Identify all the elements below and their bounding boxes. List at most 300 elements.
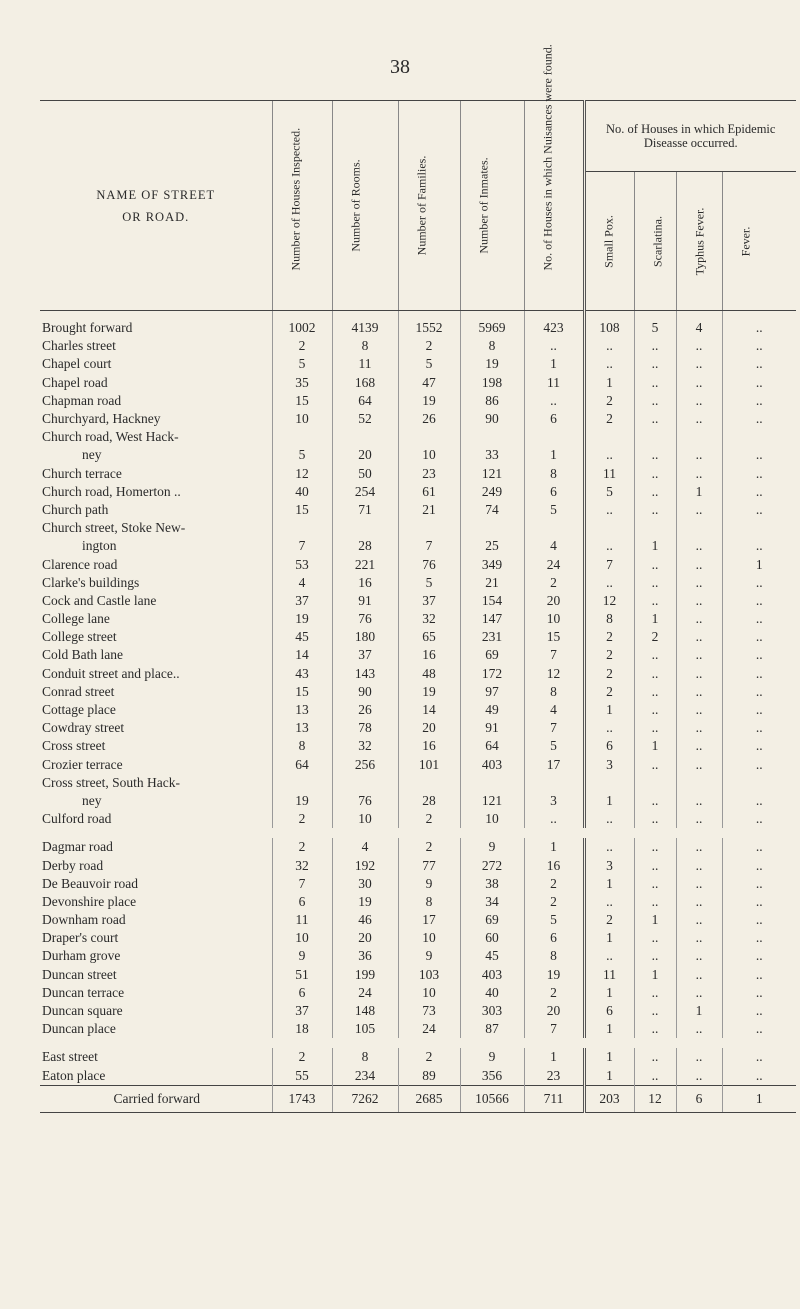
value-cell: 2 [272, 337, 332, 355]
value-cell: 53 [272, 555, 332, 573]
value-cell: 91 [332, 592, 398, 610]
value-cell: .. [634, 483, 676, 501]
value-cell: 20 [524, 1002, 584, 1020]
value-cell: .. [524, 337, 584, 355]
value-cell: .. [676, 1048, 722, 1066]
value-cell: 13 [272, 719, 332, 737]
value-cell: 4 [676, 311, 722, 338]
value-cell: .. [676, 810, 722, 828]
value-cell: 12 [634, 1085, 676, 1112]
table-row [40, 555, 796, 573]
value-cell: 2 [398, 1048, 460, 1066]
value-cell: 2 [524, 875, 584, 893]
table-row [40, 774, 796, 792]
value-cell: 10566 [460, 1085, 524, 1112]
value-cell: 30 [332, 875, 398, 893]
street-name: ney [82, 447, 102, 463]
street-name: Church road, West Hack- [42, 429, 179, 445]
table-row [40, 355, 796, 373]
value-cell: 40 [460, 984, 524, 1002]
value-cell: 17 [398, 911, 460, 929]
value-cell: .. [634, 810, 676, 828]
streets-table [40, 44, 796, 1113]
street-name: Clarence road [42, 556, 118, 572]
value-cell: .. [722, 911, 796, 929]
value-cell: 60 [460, 929, 524, 947]
table-row [40, 856, 796, 874]
value-cell: 21 [398, 501, 460, 519]
value-cell: 76 [332, 610, 398, 628]
value-cell: 21 [460, 574, 524, 592]
value-cell: 5 [634, 311, 676, 338]
street-name: Carried forward [40, 1085, 272, 1112]
table-row [40, 410, 796, 428]
value-cell: .. [676, 929, 722, 947]
value-cell: .. [584, 355, 634, 373]
value-cell: .. [524, 392, 584, 410]
value-cell: .. [722, 984, 796, 1002]
value-cell: 4139 [332, 311, 398, 338]
value-cell [584, 774, 634, 792]
value-cell: 6 [524, 929, 584, 947]
street-name: Chapel road [42, 374, 108, 390]
value-cell: 64 [332, 392, 398, 410]
value-cell: 19 [332, 893, 398, 911]
value-cell: 18 [272, 1020, 332, 1038]
value-cell: 51 [272, 966, 332, 984]
value-cell: 24 [332, 984, 398, 1002]
value-cell: .. [676, 875, 722, 893]
value-cell: .. [634, 446, 676, 464]
value-cell: 1 [524, 838, 584, 856]
value-cell [584, 519, 634, 537]
value-cell: .. [676, 737, 722, 755]
value-cell: .. [634, 592, 676, 610]
value-cell: 1 [722, 555, 796, 573]
value-cell: .. [676, 374, 722, 392]
value-cell: 8 [460, 337, 524, 355]
value-cell: 10 [524, 610, 584, 628]
value-cell [332, 428, 398, 446]
value-cell: 19 [460, 355, 524, 373]
col-header-scarlatina: Scarlatina. [634, 172, 676, 311]
table-row [40, 1048, 796, 1066]
table-row [40, 683, 796, 701]
value-cell: .. [722, 1048, 796, 1066]
value-cell: 7 [524, 1020, 584, 1038]
table-row [40, 810, 796, 828]
table-row [40, 537, 796, 555]
value-cell: 5 [398, 574, 460, 592]
value-cell: 8 [524, 465, 584, 483]
value-cell: 2 [524, 574, 584, 592]
value-cell: 24 [398, 1020, 460, 1038]
street-name: Cross street [42, 738, 106, 754]
value-cell: 40 [272, 483, 332, 501]
value-cell: .. [634, 947, 676, 965]
value-cell: .. [676, 392, 722, 410]
value-cell: 8 [272, 737, 332, 755]
table-row [40, 628, 796, 646]
value-cell: 8 [524, 947, 584, 965]
value-cell: 8 [398, 893, 460, 911]
value-cell: .. [634, 355, 676, 373]
value-cell: .. [722, 756, 796, 774]
value-cell: .. [634, 984, 676, 1002]
value-cell: 89 [398, 1067, 460, 1086]
value-cell: 2 [584, 911, 634, 929]
value-cell: 2 [524, 984, 584, 1002]
street-name: Clarke's buildings [42, 574, 140, 590]
value-cell [584, 428, 634, 446]
value-cell: .. [634, 646, 676, 664]
value-cell: 4 [332, 838, 398, 856]
value-cell: 1 [634, 911, 676, 929]
col-header-rooms: Number of Rooms. [332, 101, 398, 311]
value-cell [524, 428, 584, 446]
value-cell: .. [676, 1020, 722, 1038]
value-cell: 3 [584, 756, 634, 774]
value-cell: 10 [332, 810, 398, 828]
value-cell: .. [584, 719, 634, 737]
value-cell: .. [584, 838, 634, 856]
street-name: Downham road [42, 912, 126, 928]
value-cell: .. [722, 465, 796, 483]
value-cell: 78 [332, 719, 398, 737]
value-cell [524, 774, 584, 792]
value-cell: .. [634, 392, 676, 410]
table-row [40, 665, 796, 683]
value-cell: 1 [634, 966, 676, 984]
value-cell: .. [676, 966, 722, 984]
epidemic-group-header: No. of Houses in which Epidemic Diseasse occurred. [584, 101, 796, 172]
value-cell: 90 [332, 683, 398, 701]
value-cell: 45 [272, 628, 332, 646]
value-cell: 7 [524, 646, 584, 664]
value-cell: 7 [398, 537, 460, 555]
table-row [40, 465, 796, 483]
street-name: Conduit street and place.. [42, 665, 180, 681]
value-cell: .. [676, 646, 722, 664]
value-cell: 1743 [272, 1085, 332, 1112]
value-cell: .. [722, 410, 796, 428]
value-cell: .. [722, 501, 796, 519]
value-cell: .. [676, 893, 722, 911]
street-name: College street [42, 629, 117, 645]
value-cell: 76 [332, 792, 398, 810]
table-row [40, 984, 796, 1002]
table-row [40, 392, 796, 410]
value-cell: .. [676, 465, 722, 483]
value-cell: .. [676, 665, 722, 683]
street-name: Cottage place [42, 702, 116, 718]
table-row [40, 947, 796, 965]
value-cell: .. [722, 929, 796, 947]
value-cell: .. [676, 756, 722, 774]
value-cell: 91 [460, 719, 524, 737]
value-cell: 37 [332, 646, 398, 664]
value-cell: 19 [272, 610, 332, 628]
value-cell: 45 [460, 947, 524, 965]
table-row [40, 519, 796, 537]
value-cell: 4 [272, 574, 332, 592]
value-cell: 1 [584, 984, 634, 1002]
table-row [40, 610, 796, 628]
value-cell [460, 428, 524, 446]
street-name: Devonshire place [42, 893, 137, 909]
col-header-fever: Fever. [722, 172, 796, 311]
street-name: Church street, Stoke New- [42, 520, 186, 536]
value-cell: 25 [460, 537, 524, 555]
value-cell: 105 [332, 1020, 398, 1038]
table-row [40, 374, 796, 392]
value-cell: 349 [460, 555, 524, 573]
value-cell [722, 519, 796, 537]
value-cell: .. [676, 1067, 722, 1086]
value-cell: .. [634, 1020, 676, 1038]
value-cell: 256 [332, 756, 398, 774]
street-name: College lane [42, 611, 110, 627]
value-cell: .. [634, 501, 676, 519]
value-cell: 12 [524, 665, 584, 683]
value-cell: .. [676, 501, 722, 519]
value-cell: 48 [398, 665, 460, 683]
value-cell: .. [634, 574, 676, 592]
value-cell: 121 [460, 792, 524, 810]
value-cell: 52 [332, 410, 398, 428]
value-cell: 6 [584, 737, 634, 755]
value-cell: .. [634, 838, 676, 856]
street-name: Cross street, South Hack- [42, 774, 180, 790]
value-cell: 20 [524, 592, 584, 610]
value-cell: 23 [398, 465, 460, 483]
value-cell: 11 [272, 911, 332, 929]
spacer-row [40, 828, 796, 838]
value-cell: 15 [524, 628, 584, 646]
value-cell: 16 [398, 646, 460, 664]
value-cell: .. [634, 929, 676, 947]
value-cell: 2 [584, 392, 634, 410]
value-cell [398, 428, 460, 446]
street-name: Churchyard, Hackney [42, 411, 161, 427]
value-cell: 5 [524, 737, 584, 755]
value-cell: 1 [634, 537, 676, 555]
value-cell: 15 [272, 683, 332, 701]
value-cell: .. [722, 592, 796, 610]
value-cell: 64 [460, 737, 524, 755]
col-header-houses: Number of Houses Inspected. [272, 101, 332, 311]
value-cell: 2 [272, 810, 332, 828]
value-cell: 9 [272, 947, 332, 965]
value-cell: .. [524, 810, 584, 828]
value-cell: 2 [634, 628, 676, 646]
value-cell [398, 774, 460, 792]
value-cell [722, 774, 796, 792]
value-cell: 35 [272, 374, 332, 392]
value-cell: .. [722, 966, 796, 984]
value-cell: .. [722, 719, 796, 737]
spacer-row [40, 1038, 796, 1048]
value-cell: .. [634, 701, 676, 719]
table-row [40, 446, 796, 464]
value-cell: .. [676, 574, 722, 592]
value-cell: 2 [272, 838, 332, 856]
value-cell: 55 [272, 1067, 332, 1086]
value-cell: 1 [676, 483, 722, 501]
value-cell: 47 [398, 374, 460, 392]
value-cell: .. [584, 810, 634, 828]
value-cell: 49 [460, 701, 524, 719]
value-cell: .. [676, 555, 722, 573]
value-cell: 20 [332, 446, 398, 464]
value-cell: 19 [524, 966, 584, 984]
value-cell: .. [634, 756, 676, 774]
street-name: ington [82, 538, 117, 554]
table-row [40, 838, 796, 856]
col-header-nuisances: No. of Houses in which Nuisances were found. [524, 101, 584, 311]
value-cell: 2 [584, 665, 634, 683]
street-name: Eaton place [42, 1067, 106, 1083]
value-cell: 121 [460, 465, 524, 483]
value-cell: .. [722, 1067, 796, 1086]
value-cell: .. [676, 947, 722, 965]
value-cell: 19 [398, 392, 460, 410]
value-cell: 2 [398, 337, 460, 355]
value-cell: 2 [398, 838, 460, 856]
value-cell: 12 [584, 592, 634, 610]
value-cell: 16 [332, 574, 398, 592]
table-row [40, 428, 796, 446]
value-cell: 101 [398, 756, 460, 774]
value-cell: .. [676, 410, 722, 428]
value-cell: 6 [524, 483, 584, 501]
value-cell: .. [676, 701, 722, 719]
value-cell: 20 [332, 929, 398, 947]
value-cell [332, 519, 398, 537]
value-cell: 1 [584, 792, 634, 810]
value-cell: 1 [584, 374, 634, 392]
table-row [40, 337, 796, 355]
value-cell [634, 519, 676, 537]
street-name: Duncan square [42, 1003, 123, 1019]
value-cell: 2 [272, 1048, 332, 1066]
street-name: Duncan street [42, 966, 117, 982]
value-cell: 32 [398, 610, 460, 628]
value-cell: 2 [584, 683, 634, 701]
value-cell: .. [676, 628, 722, 646]
value-cell: .. [634, 374, 676, 392]
value-cell: .. [634, 856, 676, 874]
value-cell: .. [722, 792, 796, 810]
street-name: Chapman road [42, 392, 122, 408]
value-cell: 1002 [272, 311, 332, 338]
value-cell: 7 [584, 555, 634, 573]
value-cell: .. [584, 893, 634, 911]
value-cell: 16 [398, 737, 460, 755]
value-cell: .. [722, 665, 796, 683]
value-cell: 254 [332, 483, 398, 501]
table-row [40, 574, 796, 592]
value-cell: 71 [332, 501, 398, 519]
value-cell: .. [634, 719, 676, 737]
value-cell: 5 [524, 911, 584, 929]
street-name: Church path [42, 501, 109, 517]
value-cell: 17 [524, 756, 584, 774]
value-cell: .. [584, 501, 634, 519]
value-cell: 5969 [460, 311, 524, 338]
value-cell: 13 [272, 701, 332, 719]
value-cell: .. [676, 911, 722, 929]
value-cell: 154 [460, 592, 524, 610]
value-cell: .. [722, 893, 796, 911]
value-cell: 1 [524, 1048, 584, 1066]
value-cell: .. [676, 446, 722, 464]
value-cell: 19 [272, 792, 332, 810]
value-cell: .. [722, 355, 796, 373]
value-cell: 234 [332, 1067, 398, 1086]
value-cell: 5 [398, 355, 460, 373]
value-cell: 26 [398, 410, 460, 428]
value-cell: 38 [460, 875, 524, 893]
value-cell: .. [634, 1002, 676, 1020]
value-cell: .. [634, 1067, 676, 1086]
value-cell [332, 774, 398, 792]
street-name: Cock and Castle lane [42, 592, 157, 608]
value-cell: 15 [272, 392, 332, 410]
value-cell: .. [676, 683, 722, 701]
value-cell: 2 [524, 893, 584, 911]
value-cell: 2 [398, 810, 460, 828]
street-name: East street [42, 1049, 98, 1065]
value-cell: 16 [524, 856, 584, 874]
value-cell: 32 [272, 856, 332, 874]
value-cell: 9 [398, 947, 460, 965]
table-row [40, 737, 796, 755]
col-header-small-pox: Small Pox. [584, 172, 634, 311]
value-cell: .. [722, 337, 796, 355]
value-cell: 2685 [398, 1085, 460, 1112]
value-cell: 3 [584, 856, 634, 874]
value-cell: 10 [272, 929, 332, 947]
value-cell: .. [584, 537, 634, 555]
value-cell: 8 [584, 610, 634, 628]
col-header-families: Number of Families. [398, 101, 460, 311]
value-cell: .. [676, 719, 722, 737]
street-name: Durham grove [42, 948, 121, 964]
value-cell: .. [634, 555, 676, 573]
value-cell: 199 [332, 966, 398, 984]
value-cell: .. [722, 610, 796, 628]
value-cell: 46 [332, 911, 398, 929]
value-cell: 231 [460, 628, 524, 646]
value-cell: .. [676, 537, 722, 555]
value-cell: 403 [460, 966, 524, 984]
value-cell: 10 [460, 810, 524, 828]
value-cell: 12 [272, 465, 332, 483]
value-cell: 221 [332, 555, 398, 573]
value-cell: .. [722, 537, 796, 555]
value-cell: 272 [460, 856, 524, 874]
value-cell: .. [722, 574, 796, 592]
table-row [40, 792, 796, 810]
value-cell: 1 [524, 446, 584, 464]
value-cell: 180 [332, 628, 398, 646]
value-cell: 14 [398, 701, 460, 719]
table-row [40, 483, 796, 501]
value-cell: 28 [332, 537, 398, 555]
street-name: ney [82, 792, 102, 808]
value-cell: 5 [272, 446, 332, 464]
